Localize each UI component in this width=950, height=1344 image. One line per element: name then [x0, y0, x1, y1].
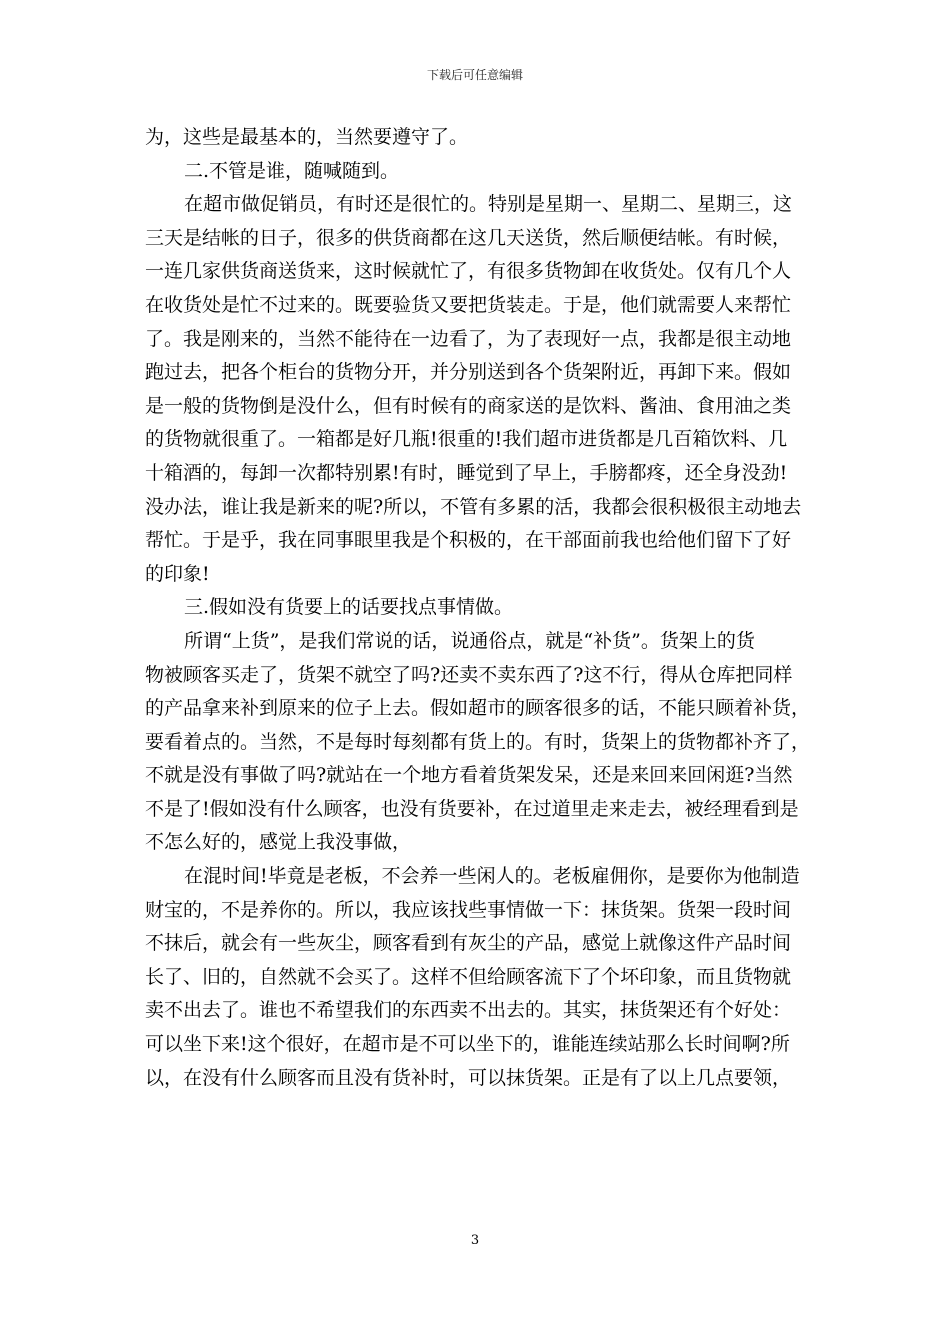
- page-number: 3: [470, 1233, 480, 1248]
- text-line: 物被顾客买走了，货架不就空了吗?还卖不卖东西了?这不行，得从仓库把同样: [145, 663, 793, 686]
- text-line: 不怎么好的，感觉上我没事做，: [145, 831, 412, 854]
- page-header: 下载后可任意编辑: [426, 68, 523, 82]
- text-line: 不抹后，就会有一些灰尘，顾客看到有灰尘的产品，感觉上就像这件产品时间: [145, 932, 792, 955]
- text-line: 一连几家供货商送货来，这时候就忙了，有很多货物卸在收货处。仅有几个人: [145, 260, 792, 283]
- text-line: 要看着点的。当然，不是每时每刻都有货上的。有时，货架上的货物都补齐了，: [145, 730, 811, 753]
- text-line: 不就是没有事做了吗?就站在一个地方看着货架发呆，还是来回来回闲逛?当然: [145, 764, 793, 787]
- text-line: 为，这些是最基本的，当然要遵守了。: [145, 126, 469, 148]
- text-line: 的印象!: [145, 562, 210, 585]
- text-line: 可以坐下来!这个很好，在超市是不可以坐下的，谁能连续站那么长时间啊?所: [145, 1033, 790, 1056]
- text-line: 所谓“上货”，是我们常说的话，说通俗点，就是“补货”。货架上的货: [184, 629, 755, 652]
- text-line: 十箱酒的，每卸一次都特别累!有时，睡觉到了早上，手膀都疼，还全身没劲!: [145, 461, 788, 484]
- text-line: 不是了!假如没有什么顾客，也没有货要补，在过道里走来走去，被经理看到是: [145, 797, 799, 820]
- text-line: 卖不出去了。谁也不希望我们的东西卖不出去的。其实，抹货架还有个好处：: [145, 999, 792, 1022]
- text-line: 财宝的，不是养你的。所以，我应该找些事情做一下：抹货架。货架一段时间: [145, 898, 792, 921]
- text-line: 三.假如没有货要上的话要找点事情做。: [184, 596, 514, 619]
- text-line: 在混时间!毕竟是老板，不会养一些闲人的。老板雇佣你，是要你为他制造: [184, 865, 800, 888]
- text-line: 二.不管是谁，随喊随到。: [184, 159, 400, 182]
- text-line: 没办法，谁让我是新来的呢?所以，不管有多累的活，我都会很积极很主动地去: [145, 495, 802, 518]
- text-line: 了。我是刚来的，当然不能待在一边看了，为了表现好一点，我都是很主动地: [145, 327, 792, 350]
- document-body: [145, 121, 810, 1095]
- text-line: 帮忙。于是乎，我在同事眼里我是个积极的，在干部面前我也给他们留下了好: [145, 529, 792, 552]
- text-line: 长了、旧的，自然就不会买了。这样不但给顾客流下了个坏印象，而且货物就: [145, 965, 792, 988]
- text-line: 的货物就很重了。一箱都是好几瓶!很重的!我们超市进货都是几百箱饮料、几: [145, 428, 788, 451]
- text-line: 以，在没有什么顾客而且没有货补时，可以抹货架。正是有了以上几点要领，: [145, 1066, 792, 1089]
- text-line: 在收货处是忙不过来的。既要验货又要把货装走。于是，他们就需要人来帮忙: [145, 293, 792, 316]
- text-line: 三天是结帐的日子，很多的供货商都在这几天送货，然后顺便结帐。有时候，: [145, 226, 792, 249]
- text-line: 跑过去，把各个柜台的货物分开，并分别送到各个货架附近，再卸下来。假如: [145, 361, 792, 384]
- text-line: 的产品拿来补到原来的位子上去。假如超市的顾客很多的话，不能只顾着补货，: [145, 697, 811, 720]
- text-line: 是一般的货物倒是没什么，但有时候有的商家送的是饮料、酱油、食用油之类: [145, 394, 792, 417]
- text-line: 在超市做促销员，有时还是很忙的。特别是星期一、星期二、星期三，这: [184, 193, 793, 216]
